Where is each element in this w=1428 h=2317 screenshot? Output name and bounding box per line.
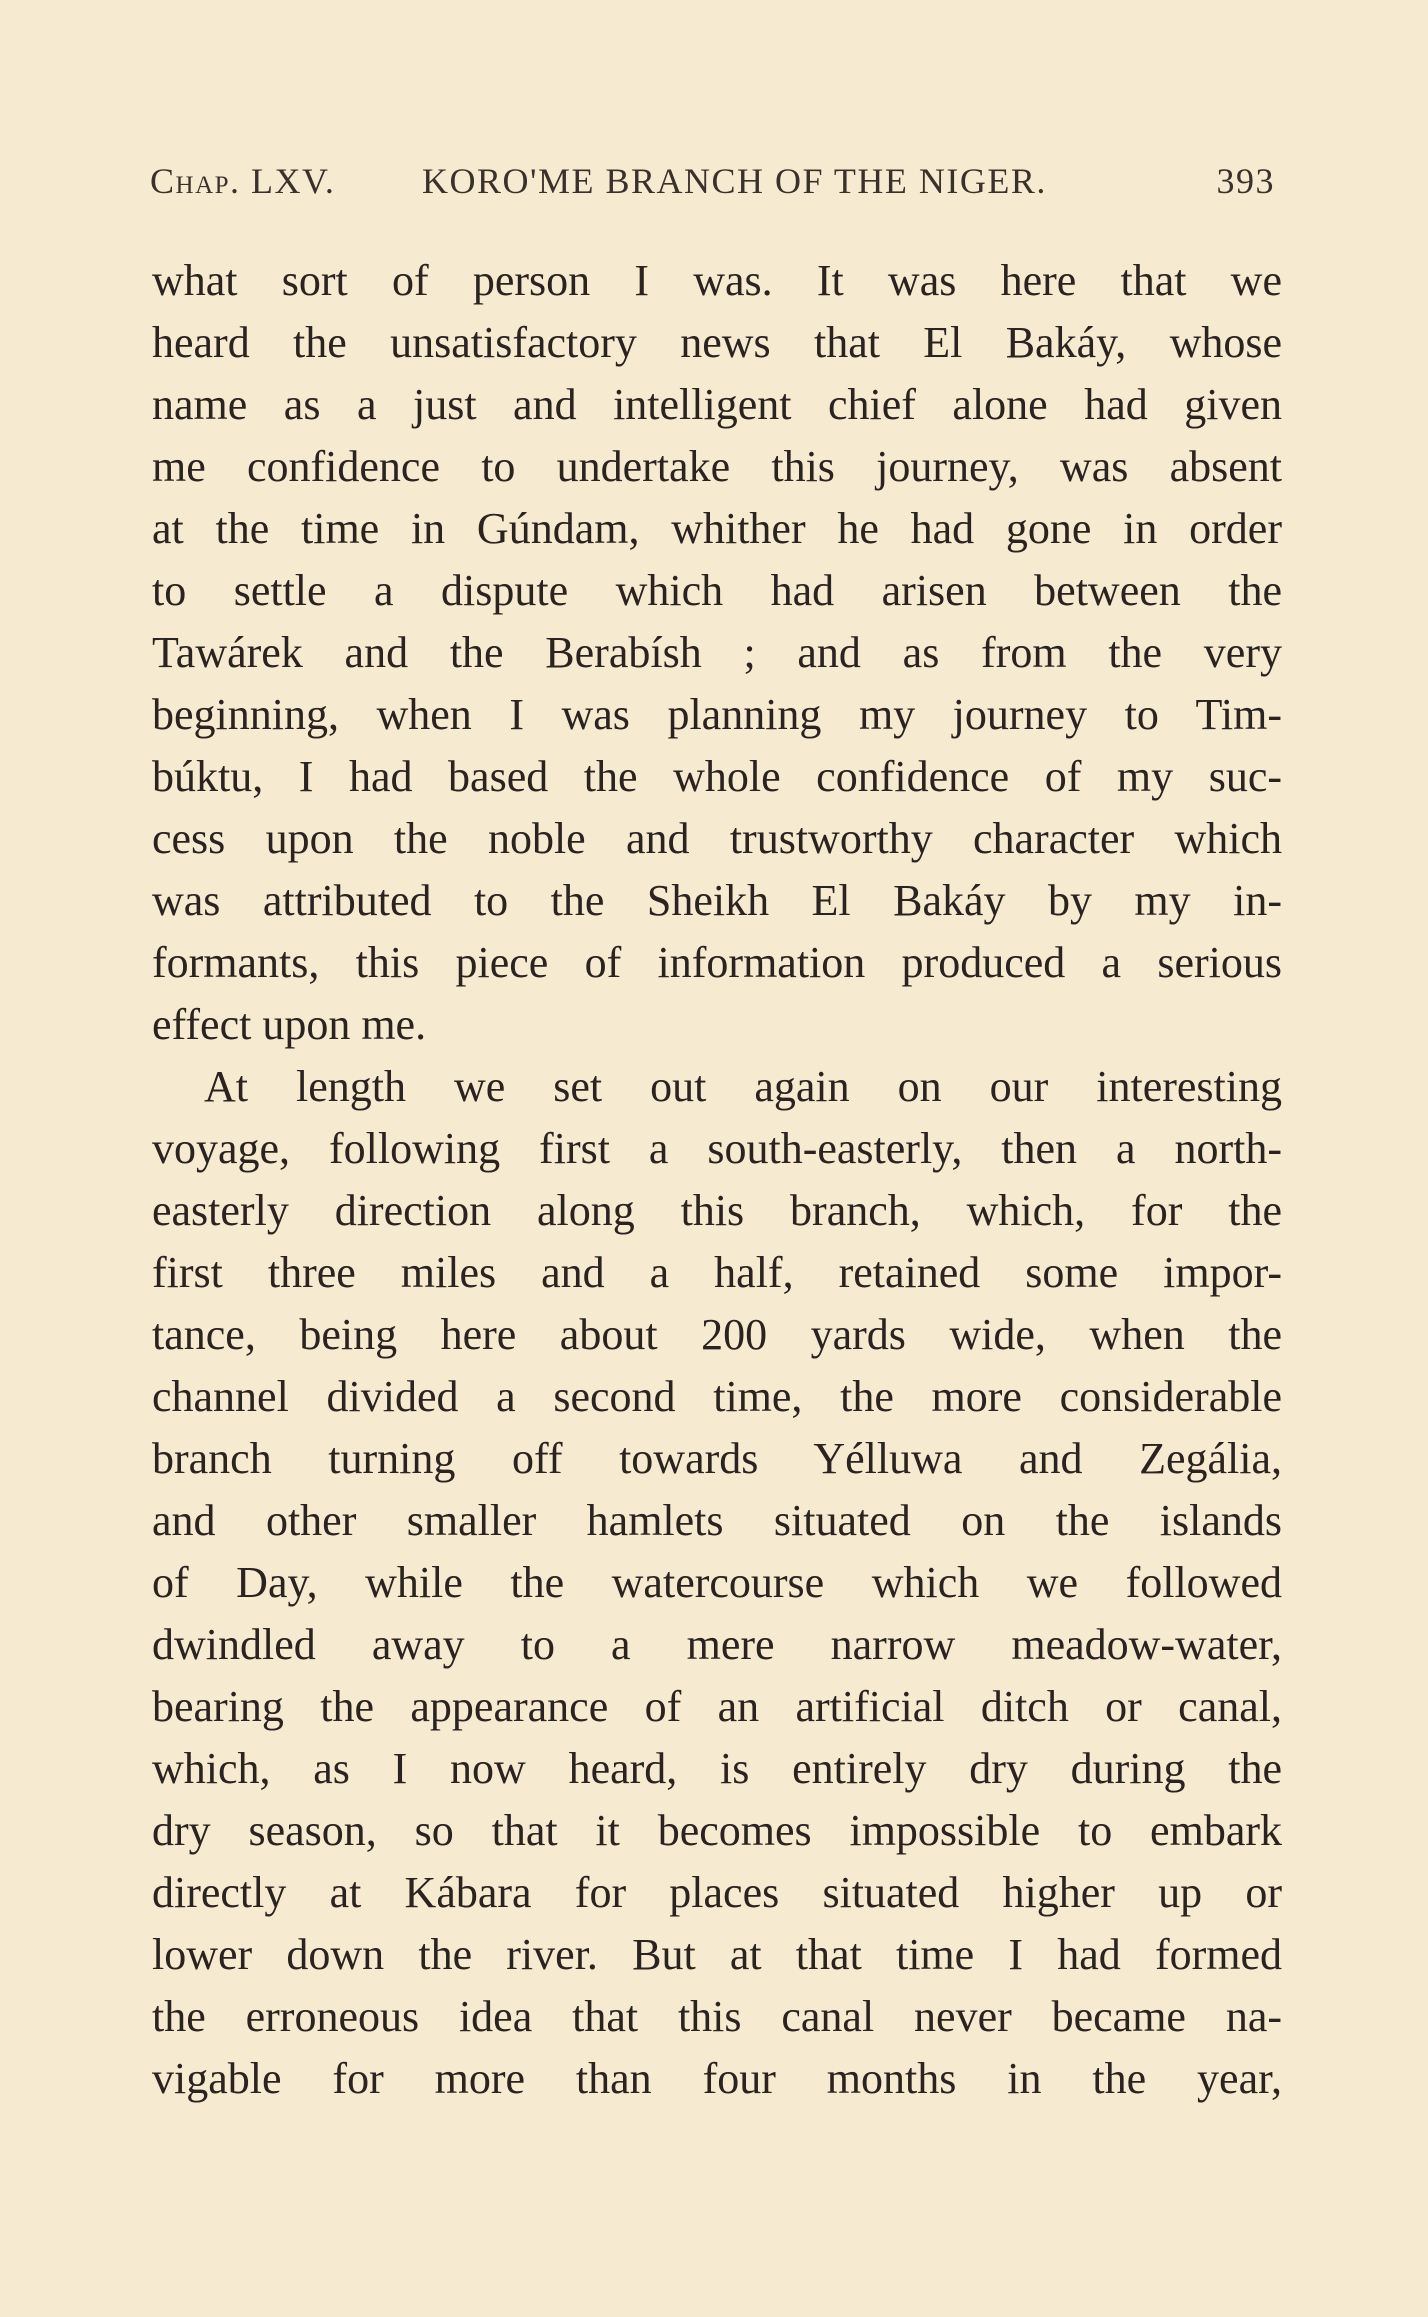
text-line: effect upon me. [152, 1000, 427, 1049]
text-line: beginning, when I was planning my journey to Tim- [152, 690, 1282, 739]
page-number: 393 [1216, 161, 1275, 201]
text-line: cess upon the noble and trustworthy character which [152, 814, 1282, 863]
text-line: vigable for more than four months in the year, [152, 2054, 1282, 2103]
text-line: heard the unsatisfactory news that El Bakáy, whose [152, 318, 1282, 367]
text-line: tance, being here about 200 yards wide, when the [152, 1310, 1282, 1359]
text-line: name as a just and intelligent chief alone had given [152, 380, 1282, 429]
running-head [150, 160, 1275, 210]
text-line: dry season, so that it becomes impossible to embark [152, 1806, 1282, 1855]
text-line: and other smaller hamlets situated on the islands [152, 1496, 1282, 1545]
text-line: bearing the appearance of an artificial ditch or canal, [152, 1682, 1282, 1731]
text-line: At length we set out again on our interesting [204, 1062, 1282, 1111]
text-line: Tawárek and the Berabísh ; and as from the very [152, 628, 1282, 677]
text-line: to settle a dispute which had arisen between the [152, 566, 1282, 615]
text-line: directly at Kábara for places situated higher up or [152, 1868, 1282, 1917]
text-line: búktu, I had based the whole confidence of my suc- [152, 752, 1282, 801]
text-line: easterly direction along this branch, which, for the [152, 1186, 1282, 1235]
chapter-title: KORO'ME BRANCH OF THE NIGER. [422, 161, 1047, 201]
text-line: which, as I now heard, is entirely dry during the [152, 1744, 1282, 1793]
text-line: the erroneous idea that this canal never became na- [152, 1992, 1282, 2041]
text-line: was attributed to the Sheikh El Bakáy by my in- [152, 876, 1282, 925]
body-text [152, 250, 1282, 2110]
text-line: voyage, following first a south-easterly, then a north- [152, 1124, 1282, 1173]
text-line: me confidence to undertake this journey, was absent [152, 442, 1282, 491]
text-line: dwindled away to a mere narrow meadow-water, [152, 1620, 1282, 1669]
paragraph-1 [152, 250, 1282, 1056]
text-line: formants, this piece of information produced a serious [152, 938, 1282, 987]
text-line: lower down the river. But at that time I had formed [152, 1930, 1282, 1979]
text-line: branch turning off towards Yélluwa and Zegália, [152, 1434, 1282, 1483]
text-line: of Day, while the watercourse which we followed [152, 1558, 1282, 1607]
text-line: at the time in Gúndam, whither he had gone in order [152, 504, 1282, 553]
paragraph-2 [152, 1056, 1282, 2110]
chapter-label: Chap. LXV. [150, 161, 336, 201]
text-line: first three miles and a half, retained some impor- [152, 1248, 1282, 1297]
text-line: what sort of person I was. It was here that we [152, 256, 1282, 305]
text-line: channel divided a second time, the more considerable [152, 1372, 1282, 1421]
